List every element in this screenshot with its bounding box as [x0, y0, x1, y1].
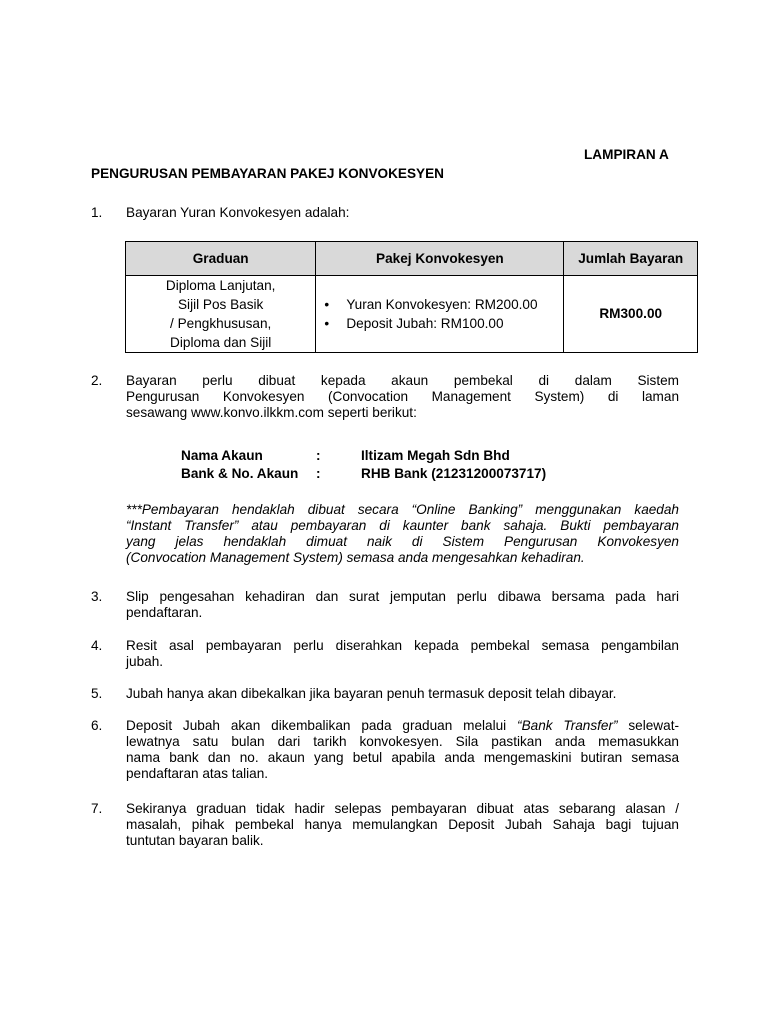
payment-note [126, 502, 679, 566]
item-text [126, 718, 679, 782]
account-name-colon: : [316, 448, 321, 463]
item-number: 1. [91, 205, 103, 220]
item-line: Sekiranya graduan tidak hadir selepas pembayaran dibuat atas sebarang alasan / [126, 801, 679, 816]
bank-account-value: RHB Bank (21231200073717) [361, 466, 547, 481]
item-number: 2. [91, 373, 103, 388]
item-number: 7. [91, 801, 103, 816]
note-line: “Instant Transfer” atau pembayaran di kaunter bank sahaja. Bukti pembayaran [126, 518, 679, 533]
graduan-line: / Pengkhususan, [170, 316, 272, 331]
item-line: Jubah hanya akan dibekalkan jika bayaran penuh termasuk deposit telah dibayar. [126, 686, 617, 701]
account-name-label: Nama Akaun [181, 448, 263, 463]
fee-table [125, 241, 698, 353]
item-text [126, 686, 679, 702]
item-line [126, 718, 679, 734]
item-text [126, 205, 679, 221]
graduan-line: Diploma Lanjutan, [165, 278, 276, 293]
item-line: masalah, pihak pembekal hanya memulangkan Deposit Jubah Sahaja bagi tujuan [126, 817, 679, 832]
item-number: 5. [91, 686, 103, 701]
note-line: (Convocation Management System) semasa anda mengesahkan kehadiran. [126, 550, 585, 565]
item-line: nama bank dan no. akaun yang betul apabila anda mengemaskini butiran semasa [126, 750, 679, 765]
item-text [126, 373, 679, 421]
item-line: Slip pengesahan kehadiran dan surat jemputan perlu dibawa bersama pada hari [126, 589, 679, 604]
pakej-list [316, 295, 563, 333]
table-row [126, 276, 698, 353]
item-text-part: selewat- [617, 718, 679, 733]
note-line: ***Pembayaran hendaklah dibuat secara “Online Banking” menggunakan kaedah [126, 502, 679, 517]
appendix-label: LAMPIRAN A [584, 147, 669, 162]
table-header-row [126, 242, 698, 276]
column-header-jumlah: Jumlah Bayaran [564, 242, 698, 276]
item-line: Bayaran perlu dibuat kepada akaun pembekal di dalam Sistem [126, 373, 679, 388]
item-number: 6. [91, 718, 103, 733]
graduan-line: Sijil Pos Basik [177, 297, 264, 312]
item-line: jubah. [126, 654, 164, 669]
item-line: Bayaran Yuran Konvokesyen adalah: [126, 205, 350, 220]
item-text [126, 801, 679, 849]
item-line: Resit asal pembayaran perlu diserahkan kepada pembekal semasa pengambilan [126, 638, 679, 653]
graduan-line: Diploma dan Sijil [170, 335, 272, 350]
note-line: yang jelas hendaklah dimuat naik di Sistem Pengurusan Konvokesyen [126, 534, 679, 549]
cell-graduan [126, 276, 316, 353]
bank-account-colon: : [316, 466, 321, 481]
page-title: PENGURUSAN PEMBAYARAN PAKEJ KONVOKESYEN [91, 166, 445, 181]
item-text [126, 638, 679, 670]
item-line: pendaftaran. [126, 605, 203, 620]
item-number: 4. [91, 638, 103, 653]
account-name-value: Iltizam Megah Sdn Bhd [361, 448, 510, 463]
pakej-item-yuran: • Yuran Konvokesyen: RM200.00 [346, 295, 563, 314]
item-text [126, 589, 679, 621]
cell-jumlah: RM300.00 [564, 276, 698, 353]
item-line: pendaftaran atas talian. [126, 766, 269, 781]
item-line: tuntutan bayaran balik. [126, 833, 264, 848]
item-line: sesawang www.konvo.ilkkm.com seperti berikut: [126, 405, 417, 420]
bank-account-label: Bank & No. Akaun [181, 466, 299, 481]
column-header-graduan: Graduan [126, 242, 316, 276]
pakej-item-deposit: • Deposit Jubah: RM100.00 [346, 314, 563, 333]
column-header-pakej: Pakej Konvokesyen [316, 242, 564, 276]
item-text-emphasis: “Bank Transfer” [517, 718, 618, 733]
cell-pakej [316, 276, 564, 353]
item-line: lewatnya satu bulan dari tarikh konvokesyen. Sila pastikan anda memasukkan [126, 734, 679, 749]
item-text-part: Deposit Jubah akan dikembalikan pada graduan melalui [126, 718, 518, 733]
item-line: Pengurusan Konvokesyen (Convocation Management System) di laman [126, 389, 679, 404]
item-number: 3. [91, 589, 103, 604]
